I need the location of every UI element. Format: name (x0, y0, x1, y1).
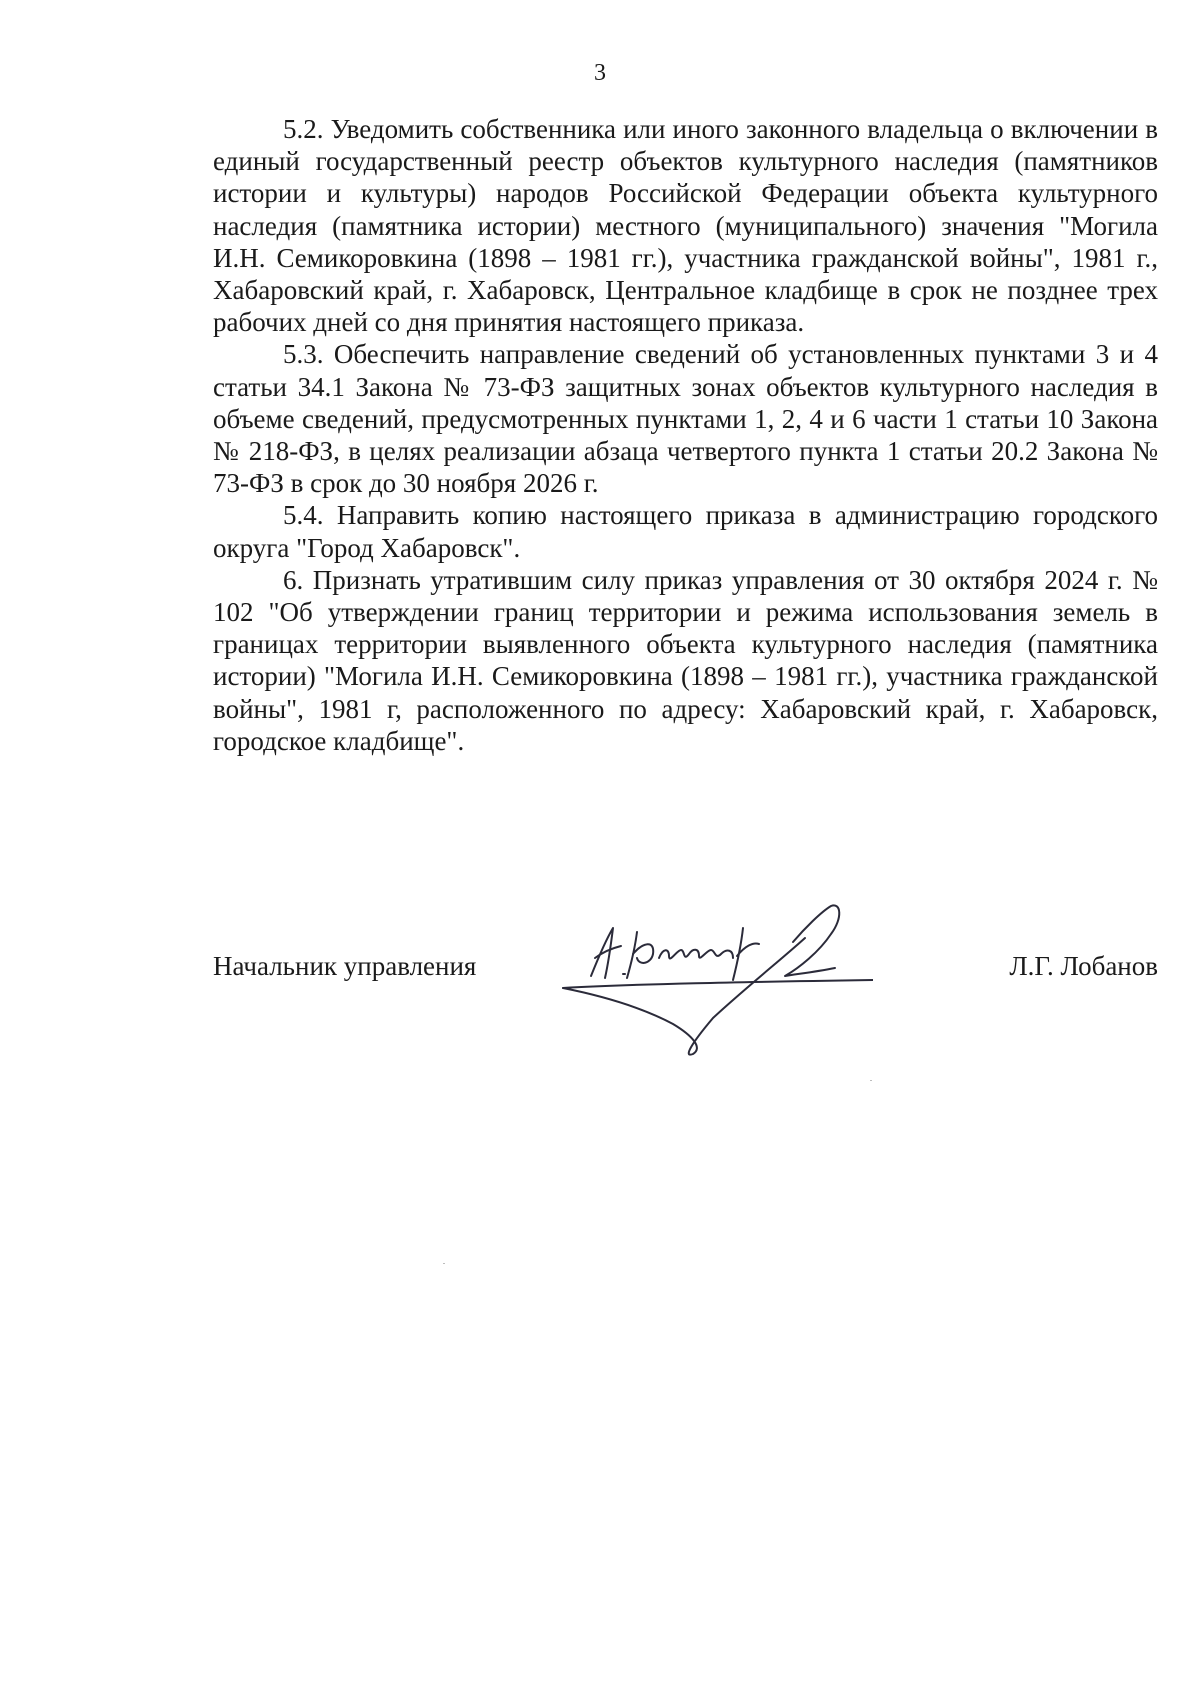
paragraph-6: 6. Признать утратившим силу приказ управления от 30 октября 2024 г. № 102 "Об утверждении границ территории и режима использования земель в границах территории выявленного объекта культурного наследия (памятника истории) "Могила И.Н. Семикоровкина (1898 – 1981 гг.), участника гражданской войны", 1981 г, расположенного по адресу: Хабаровский край, г. Хабаровск, городское кладбище". (213, 564, 1158, 756)
paragraph-5-4: 5.4. Направить копию настоящего приказа в администрацию городского округа "Город Хабаровск". (213, 500, 1158, 563)
page-number: 3 (594, 60, 606, 86)
scan-speck (870, 1080, 872, 1081)
handwritten-signature-icon (543, 898, 873, 1058)
scan-speck (443, 1263, 445, 1264)
signatory-title: Начальник управления (213, 951, 477, 981)
signature-block (213, 950, 1158, 1070)
signatory-name: Л.Г. Лобанов (1009, 951, 1158, 981)
paragraph-5-2: 5.2. Уведомить собственника или иного законного владельца о включении в единый государственный реестр объектов культурного наследия (памятников истории и культуры) народов Российской Федерации объекта культурного наследия (памятника истории) местного (муниципального) значения "Могила И.Н. Семикоровкина (1898 – 1981 гг.), участника гражданской войны", 1981 г., Хабаровский край, г. Хабаровск, Центральное кладбище в срок не позднее трех рабочих дней со дня принятия настоящего приказа. (213, 114, 1158, 338)
document-body (213, 113, 1158, 757)
paragraph-5-3: 5.3. Обеспечить направление сведений об установленных пунктами 3 и 4 статьи 34.1 Закона № 73-ФЗ защитных зонах объектов культурного наследия в объеме сведений, предусмотренных пунктами 1, 2, 4 и 6 части 1 статьи 10 Закона № 218-ФЗ, в целях реализации абзаца четвертого пункта 1 статьи 20.2 Закона № 73-ФЗ в срок до 30 ноября 2026 г. (213, 339, 1158, 499)
